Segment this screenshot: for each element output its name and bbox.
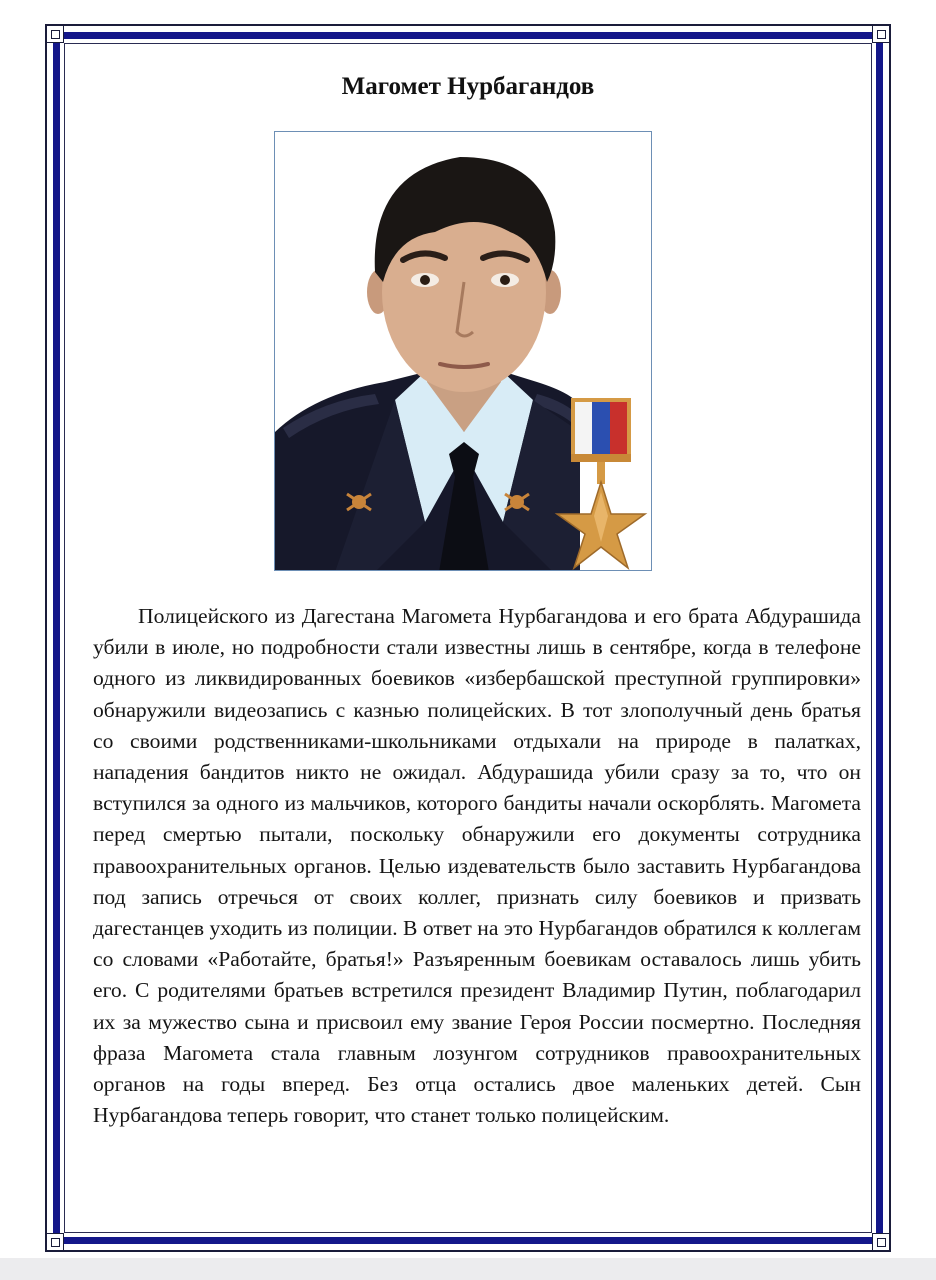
biography-paragraph: Полицейского из Дагестана Магомета Нурбагандова и его брата Абдурашида убили в июле, но подробности стали известны лишь в сентябре, когда в телефоне одного из ликвидированных боевиков «избербашской преступной группировки» обнаружили видеозапись с казнью полицейских. В тот злополучный день братья со своими родственниками-школьниками отдыхали на природе в палатках, нападения бандитов никто не ожидал. Абдурашида убили сразу за то, что он вступился за одного из мальчиков, которого бандиты начали оскорблять. Магомета перед смертью пытали, поскольку обнаружили его документы сотрудника правоохранительных органов. Целью издевательств было заставить Нурбагандова под запись отречься от своих коллег, признать силу боевиков и призвать дагестанцев уходить из полиции. В ответ на это Нурбагандов обратился к коллегам со словами «Работайте, братья!» Разъяренным боевикам оставалось лишь убить его. С родителями братьев встретился президент Владимир Путин, поблагодарил их за мужество сына и присвоил ему звание Героя России посмертно. Последняя фраза Магомета стала главным лозунгом сотрудников правоохранительных органов на годы вперед. Без отца остались двое маленьких детей. Сын Нурбагандова теперь говорит, что станет только полицейским. [93, 604, 861, 1128]
frame-corner-ornament [46, 25, 64, 43]
frame-corner-ornament [46, 1233, 64, 1251]
portrait-illustration [275, 132, 652, 571]
frame-corner-ornament [872, 1233, 890, 1251]
frame-corner-ornament [872, 25, 890, 43]
portrait-photo [274, 131, 652, 571]
page-title: Магомет Нурбагандов [341, 73, 595, 100]
